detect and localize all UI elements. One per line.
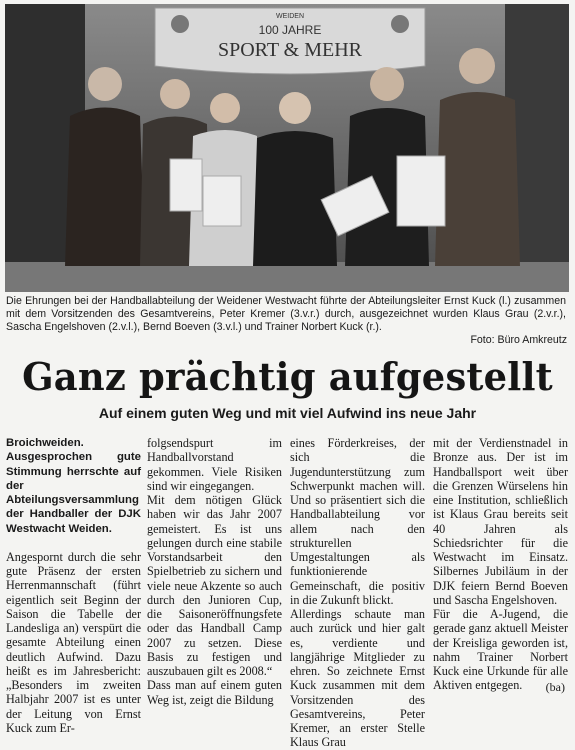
photo-illustration [5,4,569,292]
article-paragraph: mit der Verdienstnadel in Bronze aus. Der ist im Handballsport weit über die Grenzen Würselens hin eine Institution, schließlich ist Klaus Grau bereits seit 40 Jahren als Schiedsrichter für die Westwacht im Einsatz. Silbernes Jubiläum in der DJK feiern Bernd Boeven und Sascha Engelshoven. [433,436,568,607]
article-subheadline: Auf einem guten Weg und mit viel Aufwind ins neue Jahr [98,405,477,421]
certificate-2 [203,176,241,226]
photo-caption: Die Ehrungen bei der Handballabteilung der Weidener Westwacht führte der Abteilungsleiter Ernst Kuck (l.) zusammen mit dem Vorsitzenden des Gesamtvereins, Peter Kremer (3.v.r.) durch, ausgezeichnet wurden Klaus Grau (2.v.r.), Sascha Engelshoven (2.v.l.), Bernd Boeven (3.v.l.) und Trainer Norbert Kuck (r.). [6,295,566,333]
anniversary-banner [155,8,425,74]
article-paragraph: eines Förderkreises, der sich die Jugendunterstützung zum Schwerpunkt machen will. Und so präsentiert sich die Handballabteilung vor allem nach den strukturellen Umgestaltungen als funktionierende Gemeinschaft, die positiv in die Zukunft blickt. [290,436,425,607]
article-headline: Ganz prächtig aufgestellt [22,354,553,399]
author-initials: (ba) [545,680,565,694]
article-paragraph: Allerdings schaute man auch zurück und hier galt es, verdiente und langjährige Mitglieder zu ehren. So zeichnete Ernst Kuck zusammen mit dem Vorsitzenden des Gesamtvereins, Peter Kremer, an erster Stelle Klaus Grau [290,607,425,750]
article-column-4 [433,436,568,693]
article-column-1 [6,436,141,735]
banner-line1: 100 JAHRE [258,23,322,37]
article-paragraph: Mit dem nötigen Glück haben wir das Jahr 2007 gemeistert. Es ist uns gelungen durch eine stabile Vorstandsarbeit den Spielbetrieb zu sichern und viele neue Akzente so auch durch den Junioren Cup, die Saisoneröffnungsfete oder das Handball Camp 2007 zu setzen. Diese Basis zu festigen und auszubauen gilt es 2008.“ [147,493,282,678]
certificate-4 [397,156,445,226]
article-lead: Broichweiden. Ausgesprochen gute Stimmung herrschte auf der Abteilungsversammlung der Handballer der DJK Westwacht Weiden. [6,437,141,535]
certificate-1 [170,159,202,211]
article-column-2 [147,436,282,707]
article-paragraph: Angespornt durch die sehr gute Präsenz der ersten Herrenmannschaft (führt eigentlich seit Beginn der Saison die Tabelle der Landesliga an) verspürt die gesamte Abteilung einen deutlich Aufwind. Dazu heißt es im Jahresbericht: „Besonders im zweiten Halbjahr 2007 ist es unter der Leitung von Ernst Kuck zum Er- [6,549,141,735]
banner-line2: SPORT & MEHR [217,39,363,61]
article-paragraph: Für die A-Jugend, die gerade ganz aktuell Meister der Kreisliga geworden ist, nahm Trainer Norbert Kuck eine Urkunde für alle Aktiven entgegen. [433,607,569,693]
article-paragraph: folgsendspurt im Handballvorstand gekommen. Viele Risiken sind wir eingegangen. [147,436,282,493]
photo-credit: Foto: Büro Amkreutz [470,334,567,346]
group-photo [5,4,569,292]
banner-top-text: WEIDEN [276,13,304,20]
article-column-3 [290,436,425,750]
article-paragraph: Dass man auf einem guten Weg ist, zeigt die Bildung [147,678,282,707]
